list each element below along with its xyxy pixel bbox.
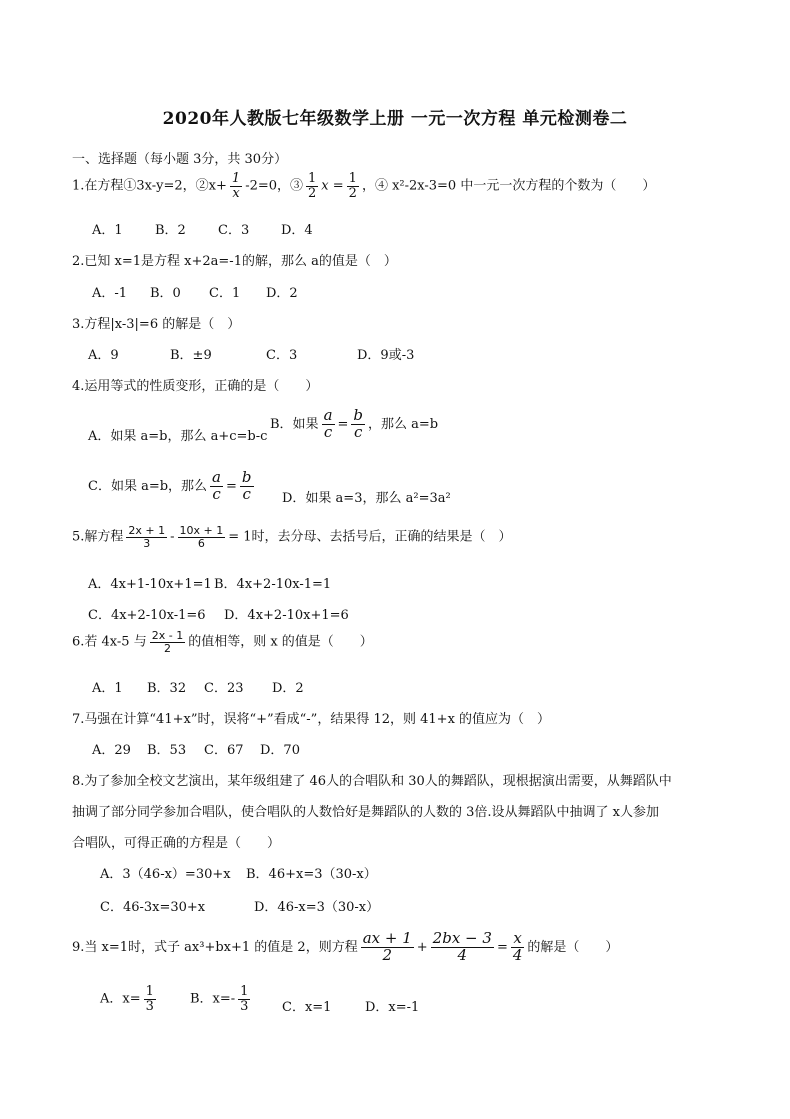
- q8-option-c[interactable]: C．46-3x=30+x: [100, 900, 206, 915]
- q4-option-b[interactable]: [270, 408, 438, 441]
- question-5: [72, 525, 512, 549]
- q4-b-suffix: ，那么 a=b: [368, 416, 439, 432]
- q7-option-b[interactable]: B．53: [147, 743, 187, 758]
- question-1: [72, 172, 655, 200]
- q1-option-a[interactable]: A．1: [92, 223, 123, 238]
- q9-f1-d: 2: [382, 945, 392, 964]
- q9-fraction-2: [431, 931, 494, 964]
- q9-prefix: 9.当 x=1时，式子 ax³+bx+1 的值是 2，则方程: [72, 939, 358, 955]
- q5-option-a[interactable]: A．4x+1-10x+1=1: [88, 577, 212, 592]
- q1-text-c: x =: [321, 178, 344, 194]
- q5-fraction-2: [178, 525, 226, 549]
- question-9: [72, 931, 618, 964]
- q9-b-fraction: [238, 985, 250, 1013]
- q2-option-c[interactable]: C．1: [209, 286, 241, 301]
- q5-option-d[interactable]: D．4x+2-10x+1=6: [224, 608, 349, 623]
- q5-minus: -: [170, 529, 175, 545]
- q9-a-fraction: [144, 985, 156, 1013]
- q9-a-n: 1: [145, 984, 154, 999]
- q4-c-f1-n: a: [212, 468, 221, 486]
- q9-fraction-1: [361, 931, 414, 964]
- question-2: 2.已知 x=1是方程 x+2a=-1的解，那么 a的值是（ ）: [72, 254, 397, 269]
- q9-f2-d: 4: [457, 945, 468, 964]
- q5-f2-d: 6: [197, 536, 205, 550]
- q7-option-d[interactable]: D．70: [260, 743, 300, 758]
- q4-c-f2-n: b: [241, 468, 252, 486]
- q6-option-c[interactable]: C．23: [204, 681, 244, 696]
- q5-f2-n: 10x + 1: [179, 524, 224, 537]
- q1-option-d[interactable]: D．4: [281, 223, 313, 238]
- q5-option-c[interactable]: C．4x+2-10x-1=6: [88, 608, 206, 623]
- q5-f1-n: 2x + 1: [128, 524, 166, 537]
- q6-f-d: 2: [163, 641, 171, 655]
- q5-option-b[interactable]: B．4x+2-10x-1=1: [214, 577, 332, 592]
- q1-option-b[interactable]: B．2: [155, 223, 186, 238]
- q1-f1-denominator: x: [232, 185, 240, 201]
- q9-f3-n: x: [511, 931, 525, 948]
- q1-fraction-2: [306, 172, 318, 200]
- q1-fraction-3: [347, 172, 359, 200]
- q9-f1-n: ax + 1: [362, 929, 412, 947]
- q6-option-d[interactable]: D．2: [272, 681, 304, 696]
- q1-text-a: 1.在方程①3x-y=2，②x+: [72, 178, 227, 194]
- q6-f-n: 2x - 1: [151, 629, 184, 642]
- q9-option-d[interactable]: D．x=-1: [365, 1000, 420, 1015]
- q1-text-b: -2=0，③: [245, 178, 304, 194]
- q9-f3-d: 4: [512, 945, 523, 964]
- q4-b-equals: =: [337, 416, 349, 432]
- q4-b-prefix: B．如果: [270, 416, 319, 432]
- q5-suffix: = 1时，去分母、去括号后，正确的结果是（ ）: [228, 529, 512, 545]
- q9-option-c[interactable]: C．x=1: [282, 1000, 332, 1015]
- q9-b-prefix: B．x=-: [190, 991, 236, 1007]
- q2-option-d[interactable]: D．2: [266, 286, 298, 301]
- q8-option-a[interactable]: A．3（46-x）=30+x: [100, 867, 231, 882]
- q3-option-c[interactable]: C．3: [266, 348, 298, 363]
- q4-c-f1-d: c: [212, 484, 221, 503]
- q7-option-c[interactable]: C．67: [204, 743, 244, 758]
- q2-option-a[interactable]: A．-1: [92, 286, 128, 301]
- q5-prefix: 5.解方程: [72, 529, 124, 545]
- question-8-line-3: 合唱队，可得正确的方程是（ ）: [72, 836, 281, 851]
- q9-b-n: 1: [240, 984, 249, 999]
- q9-a-prefix: A．x=: [100, 991, 141, 1007]
- page-title: 2020年人教版七年级数学上册 一元一次方程 单元检测卷二: [162, 109, 628, 129]
- question-8-line-2: 抽调了部分同学参加合唱队，使合唱队的人数恰好是舞蹈队的人数的 3倍.设从舞蹈队中抽调了 x人参加: [72, 805, 660, 820]
- q1-text-d: ，④ x²-2x-3=0 中一元一次方程的个数为（ ）: [361, 178, 656, 194]
- q3-option-d[interactable]: D．9或-3: [357, 348, 415, 363]
- q4-b-f2-n: b: [353, 406, 364, 424]
- q4-option-d[interactable]: D．如果 a=3，那么 a²=3a²: [282, 491, 451, 506]
- q4-c-fraction-1: [210, 470, 223, 503]
- question-8-line-1: 8.为了参加全校文艺演出，某年级组建了 46人的合唱队和 30人的舞蹈队，现根据演出需要，从舞蹈队中: [72, 774, 672, 789]
- q4-option-a[interactable]: A．如果 a=b，那么 a+c=b-c: [88, 429, 268, 444]
- q5-fraction-1: [126, 525, 167, 549]
- q4-option-c[interactable]: [88, 470, 257, 503]
- q9-fraction-3: [511, 931, 525, 964]
- q1-f2-denominator: 2: [308, 185, 317, 201]
- q9-f2-n: 2bx − 3: [432, 929, 492, 947]
- q8-option-d[interactable]: D．46-x=3（30-x）: [254, 900, 380, 915]
- q4-b-fraction-2: [351, 408, 365, 441]
- q9-suffix: 的解是（ ）: [527, 939, 619, 955]
- q6-fraction: [150, 630, 185, 654]
- q1-option-c[interactable]: C．3: [218, 223, 250, 238]
- question-4: 4.运用等式的性质变形，正确的是（ ）: [72, 379, 319, 394]
- q4-b-f1-n: a: [323, 406, 333, 424]
- q4-c-f2-d: c: [242, 484, 251, 503]
- q1-f3-denominator: 2: [348, 185, 357, 201]
- q9-a-d: 3: [145, 998, 154, 1014]
- q8-option-b[interactable]: B．46+x=3（30-x）: [246, 867, 377, 882]
- q7-option-a[interactable]: A．29: [92, 743, 131, 758]
- q2-option-b[interactable]: B．0: [150, 286, 181, 301]
- q4-c-prefix: C．如果 a=b，那么: [88, 478, 208, 494]
- q4-b-f2-d: c: [354, 422, 363, 441]
- q1-fraction-1: [230, 172, 242, 200]
- q6-suffix: 的值相等，则 x 的值是（ ）: [188, 634, 373, 650]
- question-3: 3.方程|x-3|=6 的解是（ ）: [72, 317, 241, 332]
- q6-option-a[interactable]: A．1: [92, 681, 123, 696]
- q9-option-b[interactable]: [190, 985, 253, 1013]
- q3-option-a[interactable]: A．9: [88, 348, 119, 363]
- question-7: 7.马强在计算“41+x”时，误将“+”看成“-”，结果得 12，则 41+x 的值应为（ ）: [72, 712, 551, 727]
- q6-prefix: 6.若 4x-5 与: [72, 634, 147, 650]
- q6-option-b[interactable]: B．32: [147, 681, 187, 696]
- section-heading: 一、选择题（每小题 3分，共 30分）: [72, 152, 288, 167]
- q1-f2-numerator: 1: [308, 171, 317, 186]
- q4-c-fraction-2: [240, 470, 254, 503]
- q9-option-a[interactable]: [100, 985, 159, 1013]
- q4-c-equals: =: [226, 478, 237, 494]
- q9-plus: +: [416, 939, 428, 955]
- q1-f3-numerator: 1: [348, 171, 357, 186]
- q9-b-d: 3: [240, 998, 249, 1014]
- q4-b-fraction-1: [322, 408, 335, 441]
- q1-f1-numerator: 1: [231, 171, 241, 186]
- q3-option-b[interactable]: B．±9: [170, 348, 212, 363]
- question-6: [72, 630, 373, 654]
- q4-b-f1-d: c: [323, 422, 333, 441]
- q9-equals: =: [496, 939, 508, 955]
- q5-f1-d: 3: [143, 536, 151, 550]
